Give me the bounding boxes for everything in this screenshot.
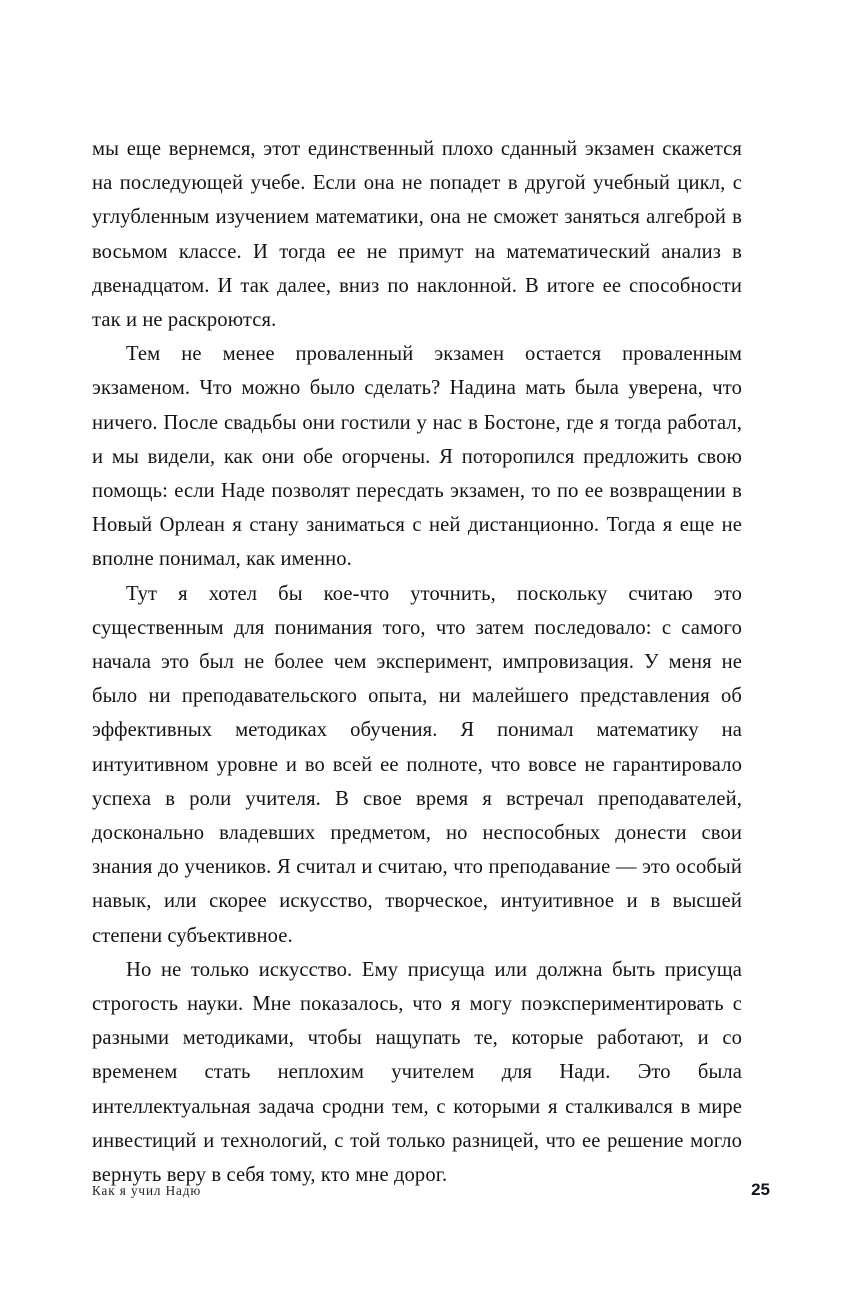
paragraph: Но не только искусство. Ему присуща или должна быть присуща строгость науки. Мне показалось, что я могу поэкспериментировать с разными методиками, чтобы нащупать те, которые работают, и со временем стать неплохим учителем для Нади. Это была интеллектуальная задача сродни тем, с которыми я сталкивался в мире инвестиций и технологий, с той только разницей, что ее решение могло вернуть веру в себя тому, кто мне дорог.	[92, 958, 742, 1187]
body-text	[92, 132, 742, 1192]
page-footer	[92, 1180, 770, 1204]
paragraph: мы еще вернемся, этот единственный плохо сданный экзамен скажется на последующей учебе. Если она не попадет в другой учебный цикл, с углубленным изучением математики, она не сможет заняться алгеброй в восьмом классе. И тогда ее не примут на математический анализ в двенадцатом. И так далее, вниз по наклонной. В итоге ее способности так и не раскроются.	[92, 138, 742, 332]
paragraph: Тут я хотел бы кое-что уточнить, поскольку считаю это существенным для понимания того, что затем последовало: с самого начала это был не более чем эксперимент, импровизация. У меня не было ни преподавательского опыта, ни малейшего представления об эффективных методиках обучения. Я понимал математику на интуитивном уровне и во всей ее полноте, что вовсе не гарантировало успеха в роли учителя. В свое время я встречал преподавателей, досконально владевших предметом, но неспособных донести свои знания до учеников. Я считал и считаю, что преподавание — это особый навык, или скорее искусство, творческое, интуитивное и в высшей степени субъективное.	[92, 582, 742, 947]
running-head: Как я учил Надю	[92, 1183, 202, 1198]
page-number: 25	[751, 1180, 770, 1199]
paragraph: Тем не менее проваленный экзамен остается проваленным экзаменом. Что можно было сделать? Надина мать была уверена, что ничего. После свадьбы они гостили у нас в Бостоне, где я тогда работал, и мы видели, как они обе огорчены. Я поторопился предложить свою помощь: если Наде позволят пересдать экзамен, то по ее возвращении в Новый Орлеан я стану заниматься с ней дистанционно. Тогда я еще не вполне понимал, как именно.	[92, 343, 742, 571]
